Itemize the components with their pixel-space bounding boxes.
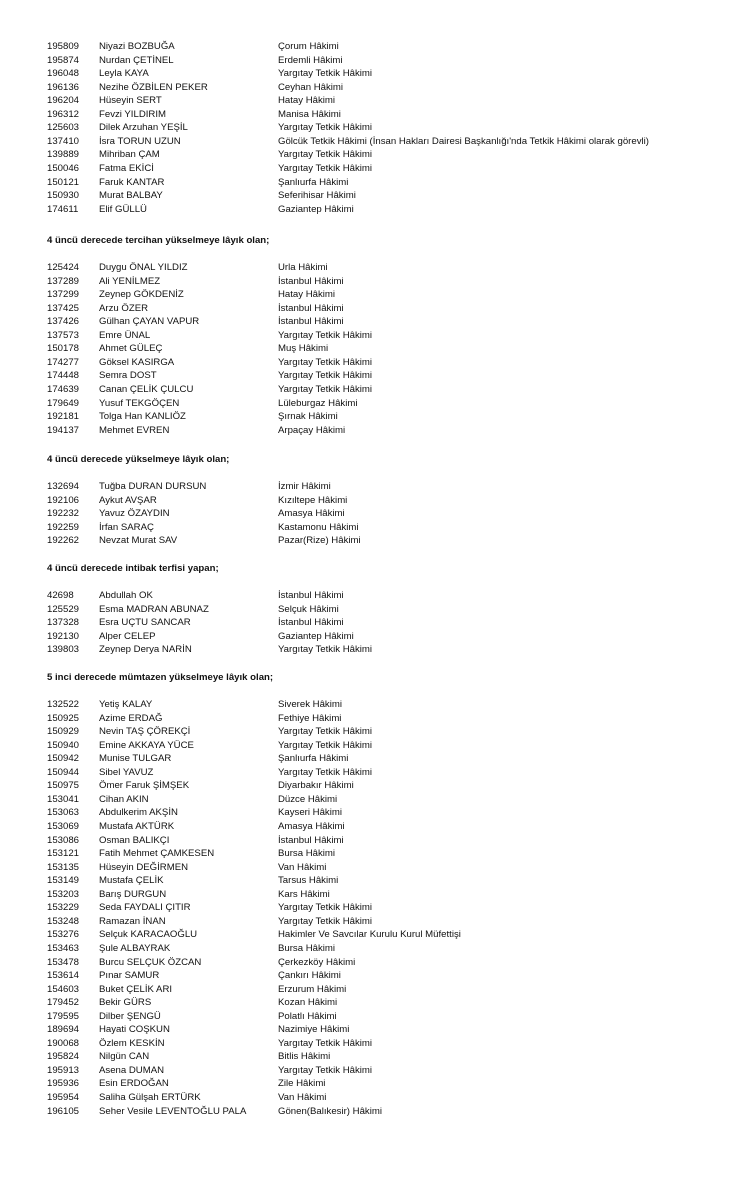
court-assignment: Siverek Hâkimi bbox=[278, 699, 342, 710]
court-assignment: İzmir Hâkimi bbox=[278, 481, 331, 492]
record-id: 196048 bbox=[47, 68, 80, 80]
list-item bbox=[0, 739, 746, 752]
person-name: Saliha Gülşah ERTÜRK bbox=[99, 1092, 201, 1103]
list-item bbox=[0, 275, 746, 288]
list-item bbox=[0, 643, 746, 656]
record-id: 139803 bbox=[47, 644, 80, 656]
person-name: Cihan AKIN bbox=[99, 793, 149, 805]
list-item bbox=[0, 861, 746, 874]
person-name: Esma MADRAN ABUNAZ bbox=[99, 603, 209, 615]
list-item bbox=[0, 915, 746, 928]
list-item bbox=[0, 589, 746, 602]
person-name: Fatma EKİCİ bbox=[99, 162, 154, 174]
court-assignment: Kayseri Hâkimi bbox=[278, 807, 342, 819]
court-assignment: Şanlıurfa Hâkimi bbox=[278, 753, 349, 765]
record-id: 195936 bbox=[47, 1078, 80, 1090]
record-id: 153063 bbox=[47, 807, 80, 819]
person-name: Burcu SELÇUK ÖZCAN bbox=[99, 956, 202, 968]
person-name: Mehmet EVREN bbox=[99, 424, 170, 436]
record-id: 125529 bbox=[47, 603, 80, 615]
court-assignment: Yargıtay Tetkik Hâkimi bbox=[278, 370, 373, 382]
list-item bbox=[0, 793, 746, 806]
list-item bbox=[0, 725, 746, 738]
list-item bbox=[0, 507, 746, 520]
list-item bbox=[0, 162, 746, 175]
record-id: 189694 bbox=[47, 1024, 80, 1036]
court-assignment: Yargıtay Tetkik Hâkimi bbox=[278, 739, 373, 751]
person-name: Şule ALBAYRAK bbox=[99, 942, 171, 954]
record-id: 195913 bbox=[47, 1064, 80, 1076]
court-assignment: Gölcük Tetkik Hâkimi (İnsan Hakları Dairesi Başkanlığı'nda Tetkik Hâkimi olarak görevli) bbox=[278, 135, 649, 147]
court-assignment: Şırnak Hâkimi bbox=[278, 411, 338, 423]
court-assignment: Yargıtay Tetkik Hâkimi bbox=[278, 122, 373, 134]
person-name: Arzu ÖZER bbox=[99, 302, 149, 314]
list-item bbox=[0, 847, 746, 860]
record-id: 132694 bbox=[47, 481, 80, 492]
list-item bbox=[0, 712, 746, 725]
court-assignment: Çorum Hâkimi bbox=[278, 41, 339, 52]
court-assignment: Selçuk Hâkimi bbox=[278, 603, 339, 615]
court-assignment: Yargıtay Tetkik Hâkimi bbox=[278, 1064, 373, 1076]
court-assignment: Van Hâkimi bbox=[278, 1092, 327, 1103]
list-item bbox=[0, 888, 746, 901]
record-id: 179595 bbox=[47, 1010, 80, 1022]
person-name: Abdulkerim AKŞİN bbox=[99, 807, 178, 819]
court-assignment: Yargıtay Tetkik Hâkimi bbox=[278, 68, 373, 80]
court-assignment: Yargıtay Tetkik Hâkimi bbox=[278, 356, 373, 368]
record-id: 179649 bbox=[47, 397, 80, 409]
list-item bbox=[0, 81, 746, 94]
list-item bbox=[0, 1023, 746, 1036]
list-item bbox=[0, 969, 746, 982]
court-assignment: Bursa Hâkimi bbox=[278, 942, 336, 954]
record-id: 150942 bbox=[47, 753, 80, 765]
court-assignment: Seferihisar Hâkimi bbox=[278, 190, 356, 202]
list-item bbox=[0, 942, 746, 955]
court-assignment: Fethiye Hâkimi bbox=[278, 712, 342, 724]
person-name: Hayati COŞKUN bbox=[99, 1024, 170, 1036]
person-name: Canan ÇELİK ÇULCU bbox=[99, 383, 194, 395]
court-assignment: Diyarbakır Hâkimi bbox=[278, 780, 354, 792]
list-item bbox=[0, 752, 746, 765]
person-name: Sibel YAVUZ bbox=[99, 766, 154, 778]
record-id: 42698 bbox=[47, 590, 74, 601]
court-assignment: Polatlı Hâkimi bbox=[278, 1010, 337, 1022]
list-item bbox=[0, 40, 746, 53]
person-name: Esin ERDOĞAN bbox=[99, 1078, 169, 1090]
person-name: İsra TORUN UZUN bbox=[99, 135, 181, 147]
court-assignment: Kızıltepe Hâkimi bbox=[278, 494, 348, 506]
record-id: 132522 bbox=[47, 699, 80, 710]
section-heading: 4 üncü derecede yükselmeye lâyık olan; bbox=[47, 454, 230, 465]
record-id: 153041 bbox=[47, 793, 80, 805]
section-heading: 4 üncü derecede intibak terfisi yapan; bbox=[47, 563, 219, 574]
list-item bbox=[0, 410, 746, 423]
court-assignment: Manisa Hâkimi bbox=[278, 108, 341, 120]
record-id: 174277 bbox=[47, 356, 80, 368]
list-item bbox=[0, 928, 746, 941]
list-item bbox=[0, 766, 746, 779]
person-name: Esra UÇTU SANCAR bbox=[99, 617, 191, 629]
court-assignment: Van Hâkimi bbox=[278, 861, 327, 873]
record-id: 150930 bbox=[47, 190, 80, 202]
record-id: 174639 bbox=[47, 383, 80, 395]
record-id: 192232 bbox=[47, 508, 80, 520]
court-assignment: Erzurum Hâkimi bbox=[278, 983, 347, 995]
record-id: 195809 bbox=[47, 41, 80, 52]
list-item bbox=[0, 1010, 746, 1023]
list-item bbox=[0, 203, 746, 216]
court-assignment: İstanbul Hâkimi bbox=[278, 617, 344, 629]
record-id: 125603 bbox=[47, 122, 80, 134]
person-name: Yetiş KALAY bbox=[99, 699, 153, 710]
person-name: Mustafa AKTÜRK bbox=[99, 821, 175, 832]
person-name: Göksel KASIRGA bbox=[99, 356, 175, 368]
list-item bbox=[0, 108, 746, 121]
person-name: Ömer Faruk ŞİMŞEK bbox=[99, 780, 190, 792]
person-name: Alper CELEP bbox=[99, 630, 156, 642]
list-item bbox=[0, 806, 746, 819]
person-name: Abdullah OK bbox=[99, 590, 153, 601]
record-id: 150046 bbox=[47, 162, 80, 174]
list-item bbox=[0, 834, 746, 847]
person-name: Leyla KAYA bbox=[99, 68, 149, 80]
record-id: 150925 bbox=[47, 712, 80, 724]
court-assignment: Yargıtay Tetkik Hâkimi bbox=[278, 162, 373, 174]
person-name: Pınar SAMUR bbox=[99, 970, 160, 981]
person-name: Duygu ÖNAL YILDIZ bbox=[99, 262, 188, 273]
person-name: Munise TULGAR bbox=[99, 753, 172, 765]
person-name: Fatih Mehmet ÇAMKESEN bbox=[99, 848, 215, 859]
court-assignment: Kozan Hâkimi bbox=[278, 997, 338, 1009]
person-name: Barış DURGUN bbox=[99, 888, 167, 900]
person-name: Yavuz ÖZAYDIN bbox=[99, 508, 170, 520]
court-assignment: Kars Hâkimi bbox=[278, 888, 330, 900]
court-assignment: Lüleburgaz Hâkimi bbox=[278, 397, 358, 409]
list-item bbox=[0, 1091, 746, 1104]
person-name: Zeynep Derya NARİN bbox=[99, 644, 192, 656]
list-item bbox=[0, 698, 746, 711]
list-item bbox=[0, 315, 746, 328]
record-id: 153203 bbox=[47, 888, 80, 900]
person-name: Murat BALBAY bbox=[99, 190, 163, 202]
list-item bbox=[0, 983, 746, 996]
record-id: 137289 bbox=[47, 275, 80, 287]
person-name: Seda FAYDALI ÇITIR bbox=[99, 902, 191, 914]
court-assignment: Yargıtay Tetkik Hâkimi bbox=[278, 902, 373, 914]
record-id: 137328 bbox=[47, 617, 80, 629]
court-assignment: Çankırı Hâkimi bbox=[278, 970, 341, 981]
list-item bbox=[0, 603, 746, 616]
list-item bbox=[0, 534, 746, 547]
record-id: 192181 bbox=[47, 411, 80, 423]
person-name: Gülhan ÇAYAN VAPUR bbox=[99, 316, 200, 328]
person-name: Osman BALIKÇI bbox=[99, 834, 170, 846]
record-id: 192130 bbox=[47, 630, 80, 642]
record-id: 195874 bbox=[47, 54, 80, 66]
record-id: 174611 bbox=[47, 203, 79, 215]
court-assignment: Nazimiye Hâkimi bbox=[278, 1024, 350, 1036]
list-item bbox=[0, 397, 746, 410]
list-item bbox=[0, 424, 746, 437]
court-assignment: Yargıtay Tetkik Hâkimi bbox=[278, 766, 373, 778]
court-assignment: İstanbul Hâkimi bbox=[278, 275, 344, 287]
list-item bbox=[0, 94, 746, 107]
person-name: Fevzi YILDIRIM bbox=[99, 108, 166, 120]
court-assignment: Amasya Hâkimi bbox=[278, 821, 345, 832]
court-assignment: İstanbul Hâkimi bbox=[278, 302, 344, 314]
court-assignment: Yargıtay Tetkik Hâkimi bbox=[278, 149, 373, 161]
list-item bbox=[0, 369, 746, 382]
section-heading: 4 üncü derecede tercihan yükselmeye lâyık olan; bbox=[47, 235, 270, 246]
person-name: Faruk KANTAR bbox=[99, 176, 165, 188]
person-name: Tuğba DURAN DURSUN bbox=[99, 481, 207, 492]
person-name: Emre ÜNAL bbox=[99, 329, 151, 341]
person-name: Nezihe ÖZBİLEN PEKER bbox=[99, 81, 208, 93]
record-id: 153614 bbox=[47, 970, 80, 981]
record-id: 179452 bbox=[47, 997, 80, 1009]
person-name: Emine AKKAYA YÜCE bbox=[99, 739, 194, 751]
court-assignment: Çerkezköy Hâkimi bbox=[278, 956, 356, 968]
person-name: Seher Vesile LEVENTOĞLU PALA bbox=[99, 1105, 247, 1117]
record-id: 139889 bbox=[47, 149, 80, 161]
person-name: Ahmet GÜLEÇ bbox=[99, 343, 163, 355]
person-name: Özlem KESKİN bbox=[99, 1037, 165, 1049]
record-id: 192262 bbox=[47, 535, 80, 547]
court-assignment: Pazar(Rize) Hâkimi bbox=[278, 535, 361, 547]
list-item bbox=[0, 779, 746, 792]
list-item bbox=[0, 1077, 746, 1090]
person-name: Nevin TAŞ ÇÖREKÇİ bbox=[99, 726, 191, 738]
list-item bbox=[0, 874, 746, 887]
court-assignment: İstanbul Hâkimi bbox=[278, 316, 344, 328]
person-name: Ramazan İNAN bbox=[99, 915, 166, 927]
person-name: Ali YENİLMEZ bbox=[99, 275, 161, 287]
court-assignment: Yargıtay Tetkik Hâkimi bbox=[278, 383, 373, 395]
record-id: 153149 bbox=[47, 875, 80, 887]
record-id: 196312 bbox=[47, 108, 80, 120]
person-name: Asena DUMAN bbox=[99, 1064, 165, 1076]
list-item bbox=[0, 901, 746, 914]
list-item bbox=[0, 121, 746, 134]
person-name: Buket ÇELİK ARI bbox=[99, 983, 173, 995]
person-name: Mihriban ÇAM bbox=[99, 149, 160, 161]
list-item bbox=[0, 630, 746, 643]
person-name: Selçuk KARACAOĞLU bbox=[99, 929, 198, 941]
record-id: 150944 bbox=[47, 766, 80, 778]
record-id: 150940 bbox=[47, 739, 80, 751]
list-item bbox=[0, 616, 746, 629]
record-id: 153069 bbox=[47, 821, 80, 832]
list-item bbox=[0, 996, 746, 1009]
record-id: 137426 bbox=[47, 316, 80, 328]
record-id: 153086 bbox=[47, 834, 80, 846]
court-assignment: Yargıtay Tetkik Hâkimi bbox=[278, 915, 373, 927]
court-assignment: Amasya Hâkimi bbox=[278, 508, 345, 520]
record-id: 192106 bbox=[47, 494, 80, 506]
list-item bbox=[0, 54, 746, 67]
court-assignment: Erdemli Hâkimi bbox=[278, 54, 343, 66]
record-id: 196105 bbox=[47, 1105, 80, 1117]
person-name: Zeynep GÖKDENİZ bbox=[99, 289, 184, 301]
court-assignment: Yargıtay Tetkik Hâkimi bbox=[278, 329, 373, 341]
record-id: 196204 bbox=[47, 95, 80, 107]
section-heading: 5 inci derecede mümtazen yükselmeye lâyık olan; bbox=[47, 672, 274, 683]
list-item bbox=[0, 176, 746, 189]
list-item bbox=[0, 189, 746, 202]
record-id: 150975 bbox=[47, 780, 80, 792]
court-assignment: Muş Hâkimi bbox=[278, 343, 329, 355]
person-name: Bekir GÜRS bbox=[99, 997, 152, 1009]
record-id: 153478 bbox=[47, 956, 80, 968]
list-item bbox=[0, 383, 746, 396]
list-item bbox=[0, 67, 746, 80]
person-name: Semra DOST bbox=[99, 370, 157, 382]
court-assignment: Yargıtay Tetkik Hâkimi bbox=[278, 726, 373, 738]
record-id: 195954 bbox=[47, 1092, 80, 1103]
list-item bbox=[0, 1037, 746, 1050]
person-name: Niyazi BOZBUĞA bbox=[99, 41, 175, 52]
court-assignment: Bitlis Hâkimi bbox=[278, 1051, 331, 1063]
court-assignment: Gaziantep Hâkimi bbox=[278, 630, 354, 642]
court-assignment: Gaziantep Hâkimi bbox=[278, 203, 354, 215]
record-id: 137410 bbox=[47, 135, 80, 147]
record-id: 154603 bbox=[47, 983, 80, 995]
court-assignment: Bursa Hâkimi bbox=[278, 848, 336, 859]
court-assignment: İstanbul Hâkimi bbox=[278, 834, 344, 846]
record-id: 137299 bbox=[47, 289, 80, 301]
list-item bbox=[0, 956, 746, 969]
court-assignment: Yargıtay Tetkik Hâkimi bbox=[278, 1037, 373, 1049]
person-name: Nevzat Murat SAV bbox=[99, 535, 178, 547]
record-id: 196136 bbox=[47, 81, 80, 93]
record-id: 153248 bbox=[47, 915, 80, 927]
list-item bbox=[0, 329, 746, 342]
person-name: Hüseyin SERT bbox=[99, 95, 162, 107]
record-id: 153276 bbox=[47, 929, 80, 941]
court-assignment: Tarsus Hâkimi bbox=[278, 875, 339, 887]
person-name: Dilek Arzuhan YEŞİL bbox=[99, 122, 188, 134]
person-name: Nurdan ÇETİNEL bbox=[99, 54, 174, 66]
record-id: 153229 bbox=[47, 902, 80, 914]
court-assignment: Ceyhan Hâkimi bbox=[278, 81, 344, 93]
record-id: 195824 bbox=[47, 1051, 80, 1063]
person-name: Azime ERDAĞ bbox=[99, 712, 163, 724]
court-assignment: Hakimler Ve Savcılar Kurulu Kurul Müfettişi bbox=[278, 929, 461, 941]
record-id: 153135 bbox=[47, 861, 80, 873]
record-id: 137573 bbox=[47, 329, 80, 341]
court-assignment: Zile Hâkimi bbox=[278, 1078, 326, 1090]
person-name: Hüseyin DEĞİRMEN bbox=[99, 861, 189, 873]
list-item bbox=[0, 342, 746, 355]
list-item bbox=[0, 261, 746, 274]
person-name: İrfan SARAÇ bbox=[99, 521, 154, 533]
record-id: 150929 bbox=[47, 726, 80, 738]
court-assignment: Gönen(Balıkesir) Hâkimi bbox=[278, 1105, 382, 1117]
court-assignment: Yargıtay Tetkik Hâkimi bbox=[278, 644, 373, 656]
court-assignment: Arpaçay Hâkimi bbox=[278, 424, 346, 436]
record-id: 153121 bbox=[47, 848, 80, 859]
record-id: 192259 bbox=[47, 521, 80, 533]
record-id: 150178 bbox=[47, 343, 80, 355]
list-item bbox=[0, 480, 746, 493]
court-assignment: Urla Hâkimi bbox=[278, 262, 328, 273]
list-item bbox=[0, 820, 746, 833]
court-assignment: Hatay Hâkimi bbox=[278, 289, 336, 301]
record-id: 194137 bbox=[47, 424, 80, 436]
person-name: Yusuf TEKGÖÇEN bbox=[99, 397, 180, 409]
record-id: 150121 bbox=[47, 176, 80, 188]
person-name: Nilgün CAN bbox=[99, 1051, 150, 1063]
record-id: 125424 bbox=[47, 262, 80, 273]
list-item bbox=[0, 494, 746, 507]
person-name: Tolga Han KANLIÖZ bbox=[99, 411, 186, 423]
court-assignment: Kastamonu Hâkimi bbox=[278, 521, 359, 533]
record-id: 174448 bbox=[47, 370, 80, 382]
list-item bbox=[0, 1064, 746, 1077]
list-item bbox=[0, 302, 746, 315]
court-assignment: İstanbul Hâkimi bbox=[278, 590, 344, 601]
list-item bbox=[0, 135, 746, 148]
list-item bbox=[0, 356, 746, 369]
court-assignment: Şanlıurfa Hâkimi bbox=[278, 176, 349, 188]
list-item bbox=[0, 521, 746, 534]
list-item bbox=[0, 288, 746, 301]
record-id: 137425 bbox=[47, 302, 80, 314]
record-id: 190068 bbox=[47, 1037, 80, 1049]
person-name: Aykut AVŞAR bbox=[99, 494, 157, 506]
list-item bbox=[0, 1050, 746, 1063]
list-item bbox=[0, 1105, 746, 1118]
record-id: 153463 bbox=[47, 942, 80, 954]
court-assignment: Hatay Hâkimi bbox=[278, 95, 336, 107]
list-item bbox=[0, 148, 746, 161]
person-name: Mustafa ÇELİK bbox=[99, 875, 164, 887]
court-assignment: Düzce Hâkimi bbox=[278, 793, 338, 805]
person-name: Dilber ŞENGÜ bbox=[99, 1010, 161, 1022]
person-name: Elif GÜLLÜ bbox=[99, 203, 147, 215]
